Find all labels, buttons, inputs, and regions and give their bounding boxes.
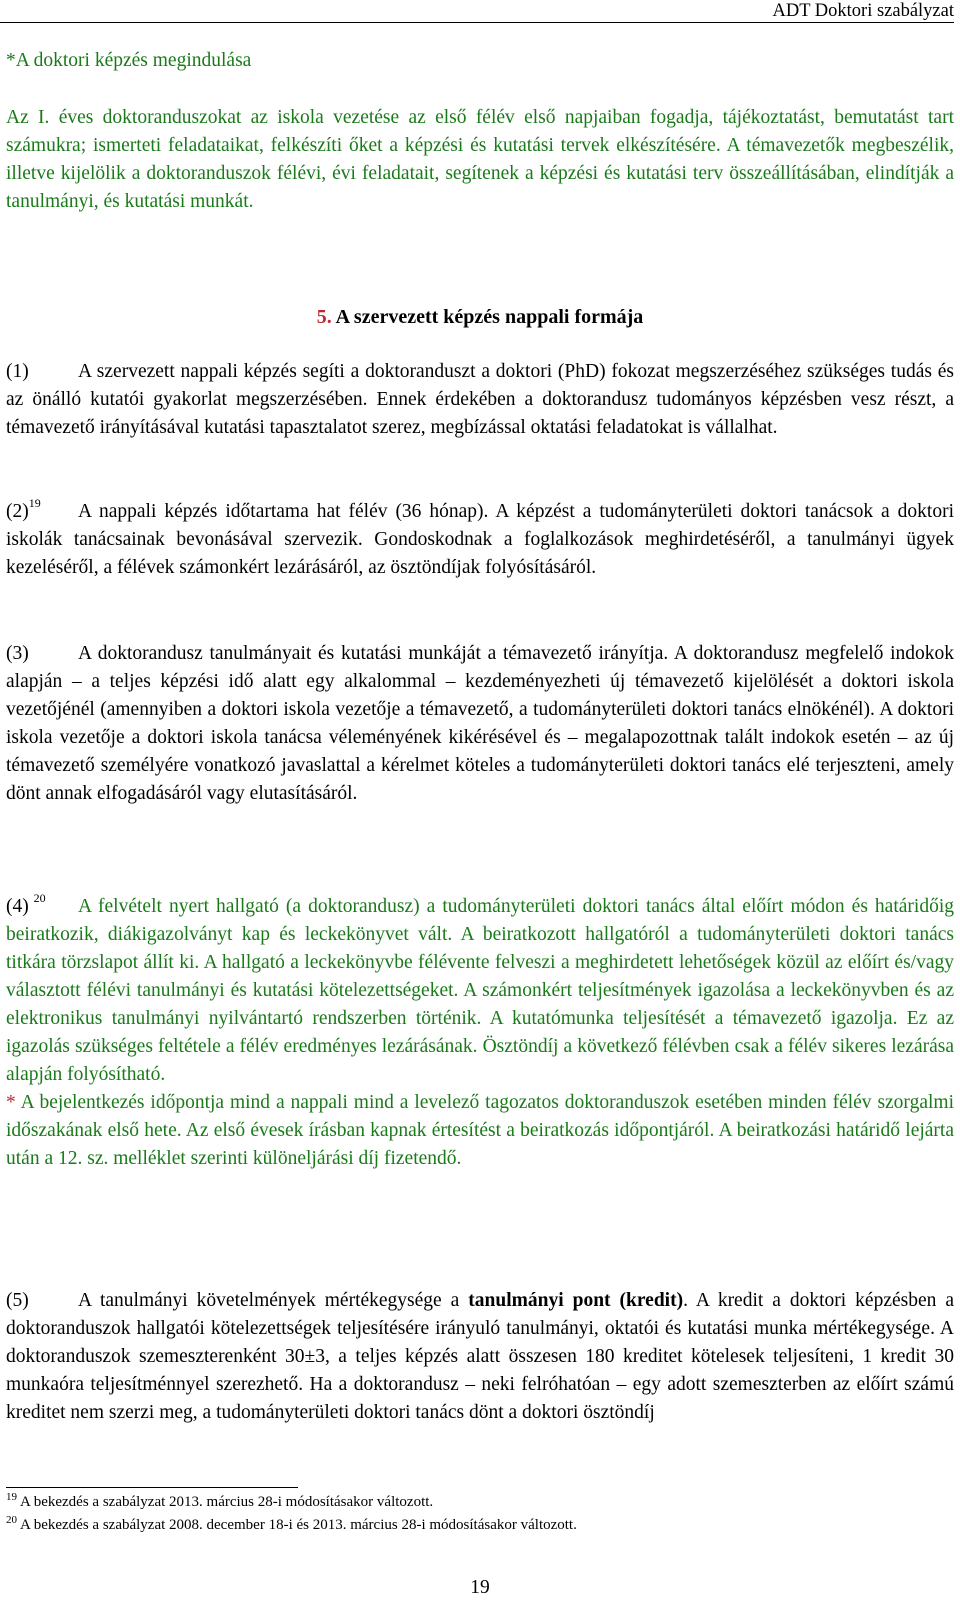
page-number: 19 xyxy=(470,1577,490,1598)
paragraph-1 xyxy=(6,358,954,442)
note-text: A bejelentkezés időpontja mind a nappali mind a levelező tagozatos doktoranduszok esetében minden félév szorgalmi időszakának első hete. Az első évesek írásban kapnak értesítést a beiratkozás időpontjáról. A beiratkozási határidő lejárta után a 12. sz. melléklet szerinti különeljárási díj fizetendő. xyxy=(6,1092,954,1169)
page-header xyxy=(0,0,954,23)
footnote: $^{19}$ A bekezdés a szabályzat 2013. március 28-i módosításakor változott. xyxy=(6,1491,434,1510)
header-title: ADT Doktori szabályzat xyxy=(772,1,954,21)
footnote: $^{20}$ A bekezdés a szabályzat 2008. december 18-i és 2013. március 28-i módosításakor változott. xyxy=(6,1514,577,1533)
paragraph-number: (5) xyxy=(6,1290,29,1311)
paragraph-text: A felvételt nyert hallgató (a doktorandusz) a tudományterületi doktori tanács által előírt módon és határidőig beiratkozik, diákigazolványt kap és leckekönyvet vált. A beiratkozott hallgatóról a tudományterületi doktori tanács titkára törzslapot állít ki. A hallgató a leckekönyvbe félévente felveszi a meghirdetett lehetőségek közül az előírt és/vagy választott félévi tanulmányi és kutatási kötelezettségeket. A számonkért teljesítmények igazolása a leckekönyvben és az elektronikus tanulmányi nyilvántartó rendszerben történik. A kutatómunka teljesítését a témavezető igazolja. Ez az igazolás szükséges feltétele a félév eredményes lezárásának. Ösztöndíj a következő félévben csak a félév sikeres lezárása alapján folyósítható. xyxy=(6,896,954,1085)
section-title: A szervezett képzés nappali formája xyxy=(335,306,644,328)
footnote-divider xyxy=(6,1487,298,1488)
paragraph-4 xyxy=(6,893,954,1173)
paragraph-number: (4) $^{20}$ xyxy=(6,891,46,917)
paragraph-text: A nappali képzés időtartama hat félév (36 hónap). A képzést a tudományterületi doktori tanácsok a doktori iskolák tanácsainak bevonásával szervezik. Gondoskodnak a foglalkozások meghirdetéséről, a tanulmányi ügyek kezeléséről, a félévek számonkért lezárásáról, az ösztöndíjak folyósításáról. xyxy=(6,501,954,578)
paragraph-text: A doktorandusz tanulmányait és kutatási munkáját a témavezető irányítja. A doktorandusz megfelelő indokok alapján – a teljes képzési idő alatt egy alkalommal – kezdeményezheti új témavezető kijelölését a doktori iskola vezetőjénél (amennyiben a doktori iskola vezetője a témavezető, a tudományterületi doktori tanács elnökénél). A doktori iskola vezetője a doktori iskola tanácsa véleményének kikérésével és – megalapozottnak talált indokok esetén – az új témavezető személyére vonatkozó javaslattal a kérelmet köteles a tudományterületi doktori tanács elé terjeszteni, amely dönt annak elfogadásáról vagy elutasításáról. xyxy=(6,643,954,804)
paragraph-number: (1) xyxy=(6,361,29,382)
paragraph-3 xyxy=(6,640,954,808)
section-number: 5. xyxy=(316,306,332,328)
intro-paragraph: Az I. éves doktoranduszokat az iskola vezetése az első félév első napjaiban fogadja, tájékoztatást, bemutatást tart számukra; ismerteti feladataikat, felkészíti őket a képzési és kutatási tervek elkészítésére. A témavezetők megbeszélik, illetve kijelölik a doktoranduszok félévi, évi feladatait, segítenek a képzési és kutatási terv összeállításában, elindítják a tanulmányi, és kutatási munkát. xyxy=(6,107,954,212)
footnote-ref: 20 xyxy=(33,891,46,905)
note-star: * xyxy=(6,1092,16,1113)
section-heading xyxy=(0,303,960,331)
footnote-ref: 19 xyxy=(28,496,41,510)
paragraph-text-b: . A kredit a doktori képzésben a doktoranduszok hallgatói kötelezettségek teljesítésére irányuló tanulmányi, oktatói és kutatási munka mértékegysége. A doktoranduszok szemeszterenként 30±3, a teljes képzés alatt összesen 180 kreditet kötelesek teljesíteni, 1 kredit 30 munkaóra teljesítménnyel szerezhető. Ha a doktorandusz – neki felróhatóan – egy adott szemeszterben az előírt számú kreditet nem szerzi meg, a tudományterületi doktori tanács dönt a doktori ösztöndíj xyxy=(6,1290,955,1423)
footnotes xyxy=(6,1491,954,1537)
paragraph-2 xyxy=(6,498,954,582)
paragraph-text: A szervezett nappali képzés segíti a doktoranduszt a doktori (PhD) fokozat megszerzéséhez szükséges tudás és az önálló kutatói gyakorlat megszerzésében. Ennek érdekében a doktorandusz tudományos képzésben vesz részt, a témavezető irányításával kutatási tapasztalatot szerez, megbízással oktatási feladatokat is vállalhat. xyxy=(6,361,954,438)
paragraph-text-a: A tanulmányi követelmények mértékegysége a xyxy=(78,1290,460,1311)
paragraph-5 xyxy=(6,1287,954,1427)
paragraph-number: (3) xyxy=(6,643,29,664)
bold-term: tanulmányi pont (kredit) xyxy=(468,1290,684,1311)
intro-heading: *A doktori képzés megindulása xyxy=(6,50,252,71)
paragraph-number: $(2)^{19}$ xyxy=(6,496,41,522)
